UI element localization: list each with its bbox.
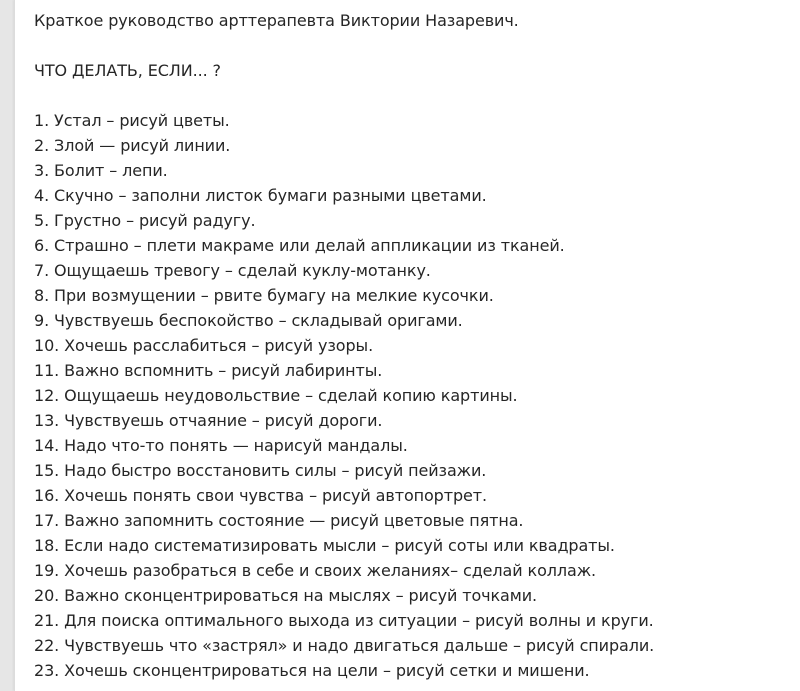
advice-list (34, 108, 654, 683)
post-subtitle: ЧТО ДЕЛАТЬ, ЕСЛИ... ? (34, 61, 221, 80)
list-item: 15. Надо быстро восстановить силы – рисуй пейзажи. (34, 461, 487, 480)
post-card (14, 0, 800, 691)
list-item: 5. Грустно – рисуй радугу. (34, 211, 256, 230)
list-item: 14. Надо что-то понять — нарисуй мандалы. (34, 436, 408, 455)
post-text[interactable] (34, 8, 654, 683)
list-item: 8. При возмущении – рвите бумагу на мелкие кусочки. (34, 286, 494, 305)
list-item: 3. Болит – лепи. (34, 161, 168, 180)
list-item: 10. Хочешь расслабиться – рисуй узоры. (34, 336, 374, 355)
list-item: 6. Страшно – плети макраме или делай аппликации из тканей. (34, 236, 565, 255)
list-item: 21. Для поиска оптимального выхода из ситуации – рисуй волны и круги. (34, 611, 654, 630)
list-item: 12. Ощущаешь неудовольствие – сделай копию картины. (34, 386, 518, 405)
list-item: 4. Скучно – заполни листок бумаги разными цветами. (34, 186, 487, 205)
list-item: 18. Если надо систематизировать мысли – рисуй соты или квадраты. (34, 536, 615, 555)
list-item: 16. Хочешь понять свои чувства – рисуй автопортрет. (34, 486, 487, 505)
list-item: 22. Чувствуешь что «застрял» и надо двигаться дальше – рисуй спирали. (34, 636, 655, 655)
list-item: 1. Устал – рисуй цветы. (34, 111, 230, 130)
list-item: 7. Ощущаешь тревогу – сделай куклу-мотанку. (34, 261, 431, 280)
blank-line (34, 83, 654, 108)
list-item: 23. Хочешь сконцентрироваться на цели – рисуй сетки и мишени. (34, 661, 590, 680)
list-item: 9. Чувствуешь беспокойство – складывай оригами. (34, 311, 463, 330)
list-item: 20. Важно сконцентрироваться на мыслях – рисуй точками. (34, 586, 538, 605)
post-title: Краткое руководство арттерапевта Виктории Назаревич. (34, 11, 519, 30)
list-item: 13. Чувствуешь отчаяние – рисуй дороги. (34, 411, 383, 430)
list-item: 11. Важно вспомнить – рисуй лабиринты. (34, 361, 383, 380)
list-item: 17. Важно запомнить состояние — рисуй цветовые пятна. (34, 511, 524, 530)
list-item: 2. Злой — рисуй линии. (34, 136, 231, 155)
list-item: 19. Хочешь разобраться в себе и своих желаниях– сделай коллаж. (34, 561, 597, 580)
blank-line (34, 33, 654, 58)
